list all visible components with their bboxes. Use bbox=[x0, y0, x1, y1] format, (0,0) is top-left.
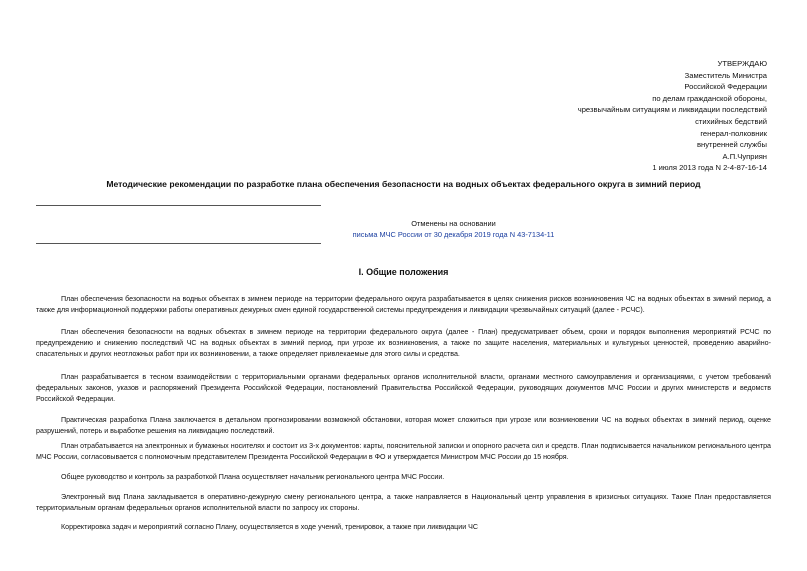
approval-line: генерал-полковник bbox=[700, 128, 767, 138]
approval-line: А.П.Чуприян bbox=[722, 151, 767, 161]
approval-block bbox=[507, 58, 767, 174]
approval-line: по делам гражданской обороны, bbox=[652, 93, 767, 103]
approval-line: стихийных бедствий bbox=[695, 116, 767, 126]
paragraph: Электронный вид Плана закладывается в оперативно-дежурную смену регионального центра, а также направляется в Национальный центр управления в кризисных ситуациях. Также План предоставляется территориальным органам федеральных органов исполнительной власти по запросу их стороны. bbox=[36, 493, 771, 513]
divider bbox=[36, 243, 321, 244]
approval-line: внутренней службы bbox=[697, 140, 767, 150]
paragraph: Корректировка задач и мероприятий согласно Плану, осуществляется в ходе учений, тренировок, а также при ликвидации ЧС bbox=[61, 523, 478, 531]
document-title: Методические рекомендации по разработке плана обеспечения безопасности на водных объектах федерального округа в зимний период bbox=[106, 179, 701, 189]
cancellation-text: Отменены на основании bbox=[411, 219, 496, 228]
approval-line: УТВЕРЖДАЮ bbox=[717, 59, 767, 68]
divider bbox=[36, 205, 321, 206]
paragraph: План обеспечения безопасности на водных объектах в зимнем периоде на территории федерального округа (далее - План) предусматривает объем, сроки и порядок выполнения мероприятий РСЧС по предупреждению и снижению последствий ЧС на водных объектах в зимний период, при угрозе их возникновения, а также по защите населения, материальных и культурных ценностей, проведению аварийно-спасательных и других неотложных работ при их возникновении, а также определяет привлекаемые для этого силы и средства. bbox=[36, 328, 771, 359]
approval-line: чрезвычайным ситуациям и ликвидации последствий bbox=[577, 105, 767, 115]
paragraph: Общее руководство и контроль за разработкой Плана осуществляет начальник регионального центра МЧС России. bbox=[61, 473, 445, 481]
cancellation-link[interactable]: письма МЧС России от 30 декабря 2019 года N 43-7134-11 bbox=[352, 230, 555, 239]
section-title: I. Общие положения bbox=[358, 267, 449, 277]
cancellation-note bbox=[250, 218, 657, 240]
paragraph: План отрабатывается на электронных и бумажных носителях и состоит из 3-х документов: карты, пояснительной записки и опорного расчета сил и средств. План подписывается начальником регионального центра МЧС России, согласовывается с полномочным представителем Президента Российской Федерации в ФО и утверждается Министром МЧС России до 15 ноября. bbox=[36, 442, 771, 462]
approval-line: 1 июля 2013 года N 2-4-87-16-14 bbox=[652, 163, 767, 173]
paragraph: План разрабатывается в тесном взаимодействии с территориальными органами федеральных органов исполнительной власти, органами местного самоуправления и организациями, с учетом требований федеральных законов, указов и распоряжений Президента Российской Федерации, постановлений Правительства Российской Федерации, руководящих документов МЧС России и других министерств и ведомств Российской Федерации. bbox=[36, 373, 771, 404]
approval-line: Заместитель Министра bbox=[684, 70, 767, 80]
paragraph: План обеспечения безопасности на водных объектах в зимнем периоде на территории федерального округа разрабатывается в целях снижения рисков возникновения ЧС на водных объектах в зимний период, а также для информационной поддержки работы оперативных дежурных смен единой государственной системы предупреждения и ликвидации чрезвычайных ситуаций (далее - РСЧС). bbox=[36, 295, 771, 315]
approval-line: Российской Федерации bbox=[684, 82, 767, 92]
paragraph: Практическая разработка Плана заключается в детальном прогнозировании возможной обстановки, которая может сложиться при угрозе или возникновении ЧС на водных объектах в зимний период, оценке разрушений, потерь и выработке решения на ликвидацию последствий. bbox=[36, 416, 771, 436]
